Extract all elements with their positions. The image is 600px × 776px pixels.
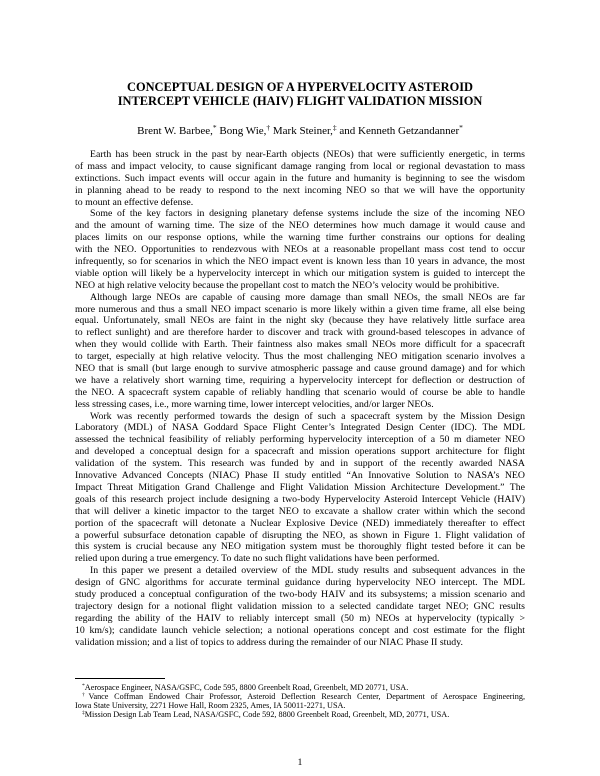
author-name: Kenneth Getzandanner — [358, 125, 460, 137]
body-line: this system is crucial because any NEO mitigation system must be thoroughly flight tested before it can be — [75, 541, 525, 553]
body-line: to mount an effective defense. — [75, 196, 194, 208]
footnote-mark: † — [82, 691, 89, 698]
footnote — [75, 710, 525, 719]
body-line: of mass and impact velocity, to cause significant damage ranging from local or regional devastation to mass — [75, 160, 525, 172]
body-line: 10 km/s); candidate launch vehicle selection; a notional operations concept and cost estimate for the flight — [75, 624, 525, 636]
body-line: the NEO. A spacecraft system capable of reliably handling that scenario would of course be able to handle — [75, 386, 525, 398]
body-line: Impact Threat Mitigation Grand Challenge and Flight Validation Mission Architecture Development.” The — [75, 481, 525, 493]
body-line: study produced a conceptual configuration of the two-body HAIV and its subsystems; a mission scenario and — [75, 588, 525, 600]
footnote-mark: † — [266, 123, 271, 133]
body-line: that will deliver a kinetic impactor to the target NEO to excavate a shallow crater within which the second — [75, 505, 525, 517]
body-line: equal. Unfortunately, small NEOs are faint in the night sky (because they have relatively little surface area — [75, 315, 525, 327]
body-line: and developed a conceptual design for a spacecraft and mission operations support architecture for flight — [75, 446, 525, 458]
body-line: Laboratory (MDL) of NASA Goddard Space Flight Center’s Integrated Design Center (IDC). The MDL — [75, 422, 525, 434]
footnote-mark: ‡ — [332, 123, 337, 133]
page-number: 1 — [297, 757, 303, 768]
footnote-text: Vance Coffman Endowed Chair Professor, Asteroid Deflection Research Center, Department of Aerospace Engineering, — [88, 691, 525, 701]
body-line: Some of the key factors in designing planetary defense systems include the size of the incoming NEO — [90, 208, 525, 220]
body-line: we have a relatively short warning time, requiring a hypervelocity intercept for deflection or destruction of — [75, 374, 525, 386]
body-line: a powerful subsurface detonation capable of disrupting the NEO, as shown in Figure 1. Flight validation of — [75, 529, 525, 541]
body-line: viable option will likely be a hypervelocity intercept in which our mitigation system is guided to intercept the — [75, 267, 525, 279]
body-line: Innovative Advanced Concepts (NIAC) Phase II study entitled “An Innovative Solution to NASA’s NEO — [75, 470, 525, 482]
body-line: Although large NEOs are capable of causing more damage than small NEOs, the small NEOs are far — [90, 291, 525, 303]
body-line: trajectory design for a notional flight validation mission to a selected candidate target NEO; GNC results — [75, 600, 525, 612]
paper-title — [0, 81, 600, 108]
body-line: portion of the spacecraft will detonate a Nuclear Explosive Device (NED) immediately thereafter to effect — [75, 517, 525, 529]
paragraph — [75, 565, 525, 648]
body-line: regarding the ability of the HAIV to reliably intercept small (50 m) NEOs at hypervelocity (typically > — [75, 612, 525, 624]
body-line: in planning ahead to be ready to respond to the next incoming NEO so that we will have the opportunity — [75, 184, 525, 196]
body-line: NEO at high relative velocity because the propellant cost to match the NEO’s velocity would be prohibitive. — [75, 279, 500, 291]
body-line: Work was recently performed towards the design of such a spacecraft system by the Mission Design — [90, 410, 525, 422]
body-line: NEO that is small (but large enough to survive atmospheric passage and cause ground damage) and for which — [75, 363, 525, 375]
footnote-mark: * — [212, 123, 217, 133]
paragraph — [75, 292, 525, 411]
body-line: Earth has been struck in the past by near-Earth objects (NEOs) that were sufficiently energetic, in terms — [90, 149, 525, 160]
body-line: validation mission; and a list of topics to address during the remainder of our NIAC Phase II study. — [75, 636, 463, 648]
body-text — [75, 149, 525, 648]
footnote-text: Aerospace Engineer, NASA/GSFC, Code 595, 8800 Greenbelt Road, Greenbelt, MD 20771, USA. — [84, 682, 409, 692]
author-separator: , — [210, 125, 213, 137]
body-line: infrequently, so for scenarios in which the NEO impact event is known less than 10 years in advance, the most — [75, 256, 525, 268]
footnote-mark: ‡ — [82, 709, 85, 716]
paragraph — [75, 208, 525, 291]
footnote-continuation: Iowa State University, 2271 Howe Hall, Room 2325, Ames, IA 50011-2271, USA. — [75, 700, 346, 710]
paragraph — [75, 149, 525, 208]
body-line: more numerous and thus a small NEO impact scenario is more likely within a given time frame, all else being — [75, 303, 525, 315]
author-separator: , — [330, 125, 333, 137]
author-conjunction: and — [339, 125, 356, 137]
author-name: Mark Steiner — [272, 125, 331, 137]
author-list — [0, 124, 600, 138]
body-line: when they would collide with Earth. Their faintness also makes small NEOs more difficult for a spacecraft — [75, 339, 525, 351]
body-line: to reflect sunlight) and are therefore harder to discover and track with ground-based telescopes in advance of — [75, 327, 525, 339]
author-name: Bong Wie — [219, 125, 264, 137]
body-line: assessed the technical feasibility of reliably performing hypervelocity interception of a 50 m diameter NEO — [75, 434, 525, 446]
body-line: less stressing cases, i.e., more warning time, lower intercept velocities, and/or larger NEOs. — [75, 398, 434, 410]
footnote — [75, 683, 525, 692]
body-line: design of GNC algorithms for accurate terminal guidance during hypervelocity NEO intercept. The MDL — [75, 577, 525, 589]
author-name: Brent W. Barbee — [137, 125, 211, 137]
footnote-mark: * — [82, 682, 85, 689]
author-separator: , — [263, 125, 267, 137]
footnote-rule — [75, 678, 165, 679]
footnotes — [75, 683, 525, 719]
body-line: places limits on our response options, while the warning time further constrains our options for dealing — [75, 232, 525, 244]
paragraph — [75, 411, 525, 566]
title-line: CONCEPTUAL DESIGN OF A HYPERVELOCITY ASTEROID — [127, 80, 473, 94]
title-line: INTERCEPT VEHICLE (HAIV) FLIGHT VALIDATION MISSION — [117, 93, 483, 108]
body-line: with the NEO. Opportunities to rendezvous with NEOs at a reasonable propellant mass cost tend to occur — [75, 244, 525, 256]
body-line: In this paper we present a detailed overview of the MDL study results and subsequent advances in the — [90, 565, 525, 577]
footnote-text: Mission Design Lab Team Lead, NASA/GSFC, Code 592, 8800 Greenbelt Road, Greenbelt, MD, 20771, USA. — [84, 709, 450, 719]
body-line: goals of this research project include designing a two-body Hypervelocity Asteroid Intercept Vehicle (HAIV) — [75, 493, 525, 505]
footnote — [75, 692, 525, 701]
body-line: and the amount of warning time. The size of the NEO determines how much damage it would cause and — [75, 220, 525, 232]
body-line: extinctions. Such impact events will occur again in the future and humanity is beginning to see the wisdom — [75, 172, 525, 184]
footnote-mark: * — [459, 123, 463, 133]
body-line: relied upon during a true emergency. To date no such flight validations have been performed. — [75, 553, 440, 565]
body-line: to target, especially at high relative velocity. Thus the most challenging NEO mitigation scenario involves a — [75, 351, 525, 363]
body-line: validation of the system. This research was funded by and in support of the recently awarded NASA — [75, 458, 525, 470]
